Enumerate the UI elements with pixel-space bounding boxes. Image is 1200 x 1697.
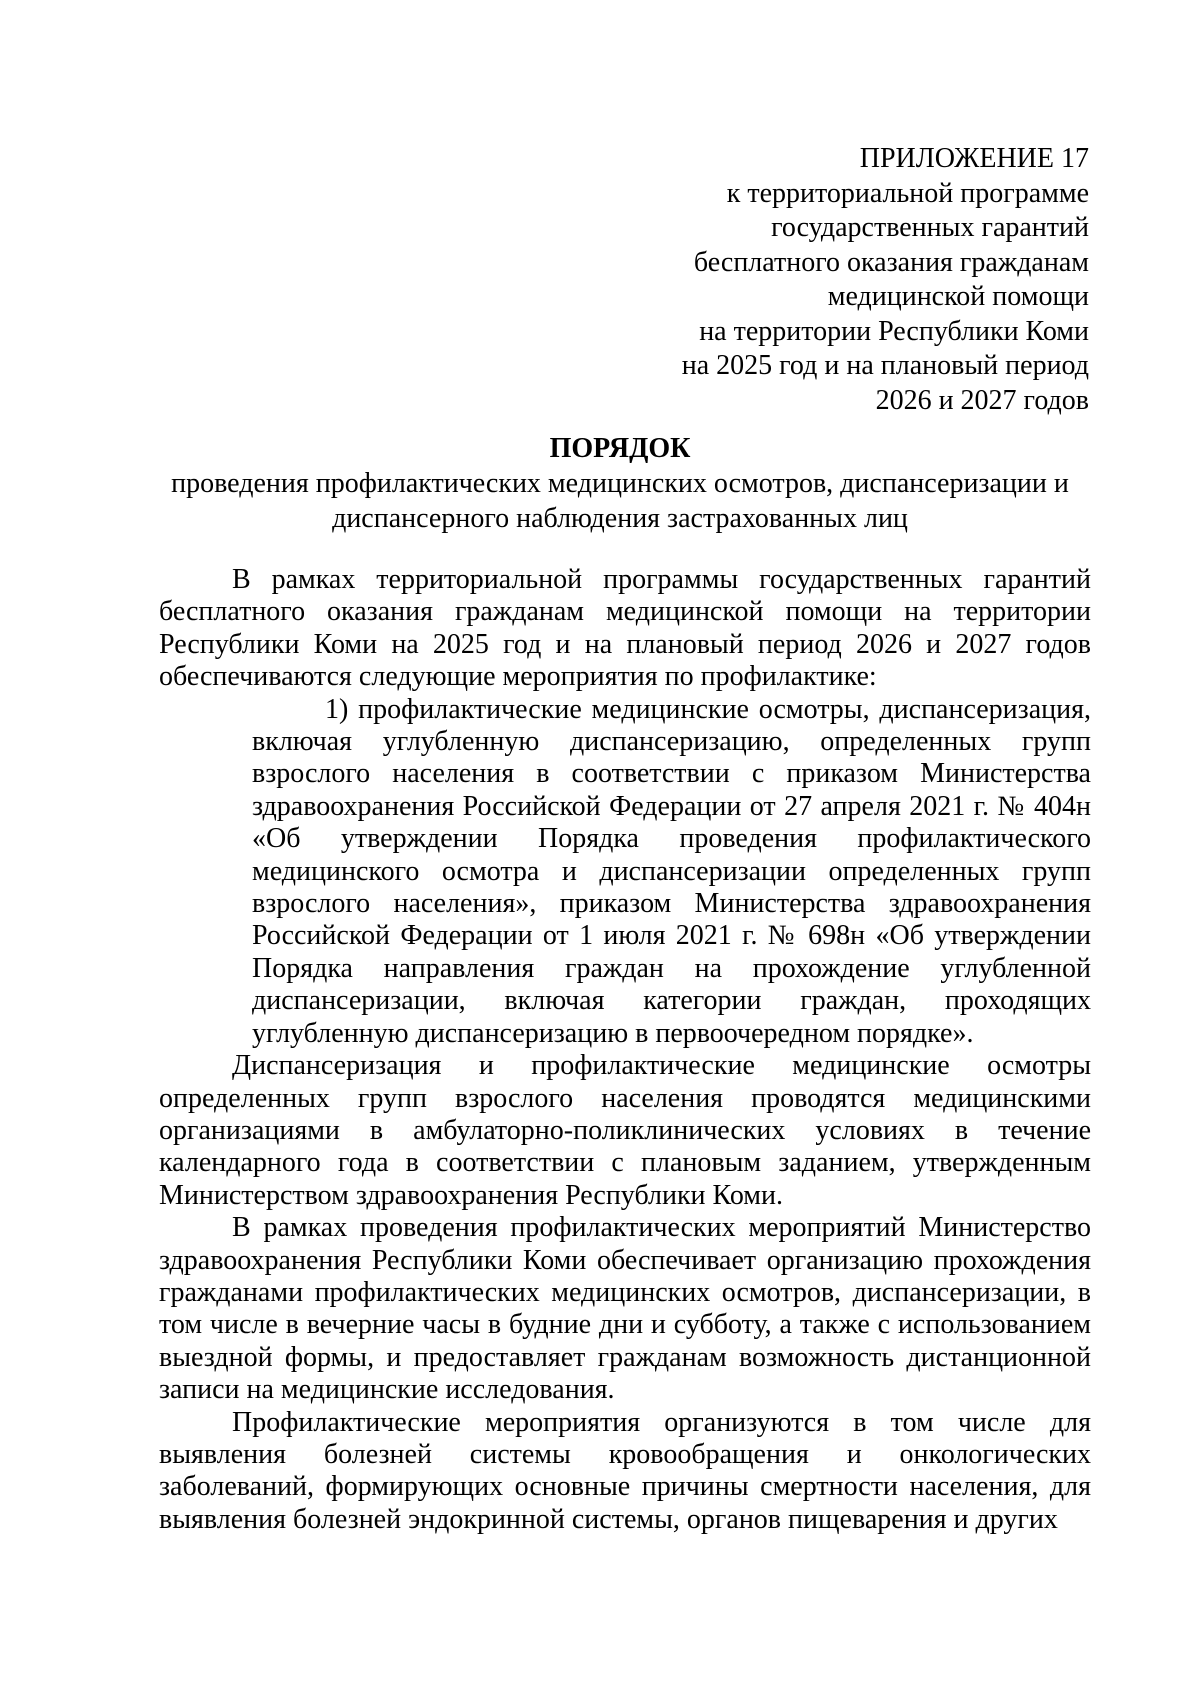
document-subtitle-line: проведения профилактических медицинских осмотров, диспансеризации и xyxy=(171,468,1069,499)
document-title: ПОРЯДОК xyxy=(549,433,691,464)
appendix-line: 2026 и 2027 годов xyxy=(875,384,1089,416)
appendix-line: бесплатного оказания гражданам xyxy=(693,246,1089,278)
document-subtitle-line: диспансерного наблюдения застрахованных лиц xyxy=(332,502,908,534)
document-title-block xyxy=(150,431,1090,536)
appendix-header xyxy=(529,142,1089,418)
appendix-line: государственных гарантий xyxy=(771,212,1089,243)
appendix-line: медицинской помощи xyxy=(827,281,1089,312)
list-item-1: 1) профилактические медицинские осмотры, диспансеризация, включая углубленную диспансеризацию, определенных групп взрослого населения в соответствии с приказом Министерства здравоохранения Российской Федерации от 27 апреля 2021 г. № 404н «Об утверждении Порядка проведения профилактического медицинского осмотра и диспансеризации определенных групп взрослого населения», приказом Министерства здравоохранения Российской Федерации от 1 июля 2021 г. № 698н «Об утверждении Порядка направления граждан на прохождение углубленной диспансеризации, включая категории граждан, проходящих углубленную диспансеризацию в первоочередном порядке». xyxy=(252,693,1091,1049)
appendix-line: на территории Республики Коми xyxy=(699,315,1089,347)
document-body xyxy=(159,564,1091,1536)
paragraph-organization: В рамках проведения профилактических мероприятий Министерство здравоохранения Республики Коми обеспечивает организацию прохождения гражданами профилактических медицинских осмотров, диспансеризации, в том числе в вечерние часы в будние дни и субботу, а также с использованием выездной формы, и предоставляет гражданам возможность дистанционной записи на медицинские исследования. xyxy=(159,1212,1091,1406)
intro-paragraph: В рамках территориальной программы государственных гарантий бесплатного оказания гражданам медицинской помощи на территории Республики Коми на 2025 год и на плановый период 2026 и 2027 годов обеспечиваются следующие мероприятия по профилактике: xyxy=(159,564,1091,693)
appendix-line: к территориальной программе xyxy=(726,177,1089,209)
paragraph-dispensarization: Диспансеризация и профилактические медицинские осмотры определенных групп взрослого населения проводятся медицинскими организациями в амбулаторно-поликлинических условиях в течение календарного года в соответствии с плановым заданием, утвержденным Министерством здравоохранения Республики Коми. xyxy=(159,1050,1091,1211)
paragraph-preventive-measures: Профилактические мероприятия организуются в том числе для выявления болезней системы кровообращения и онкологических заболеваний, формирующих основные причины смертности населения, для выявления болезней эндокринной системы, органов пищеварения и других xyxy=(159,1406,1091,1535)
appendix-heading: ПРИЛОЖЕНИЕ 17 xyxy=(859,143,1089,174)
appendix-line: на 2025 год и на плановый период xyxy=(681,350,1089,381)
